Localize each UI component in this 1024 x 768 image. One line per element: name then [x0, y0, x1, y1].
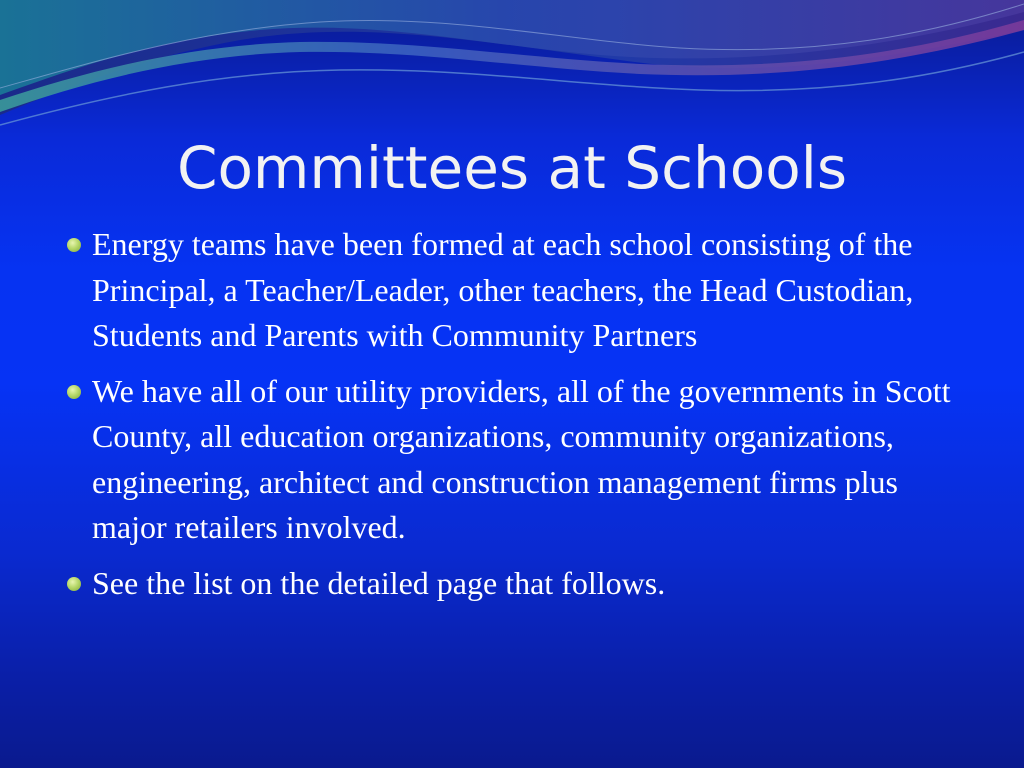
bullet-text: See the list on the detailed page that follows.: [92, 564, 666, 601]
slide-title: Committees at Schools: [176, 134, 848, 202]
bullet-dot-icon: [67, 385, 81, 399]
bullet-dot-icon: [67, 577, 81, 591]
bullet-dot-icon: [67, 238, 81, 252]
decorative-waves: [0, 0, 1024, 140]
bullet-item: [64, 369, 964, 551]
bullet-text: Energy teams have been formed at each school consisting of the Principal, a Teacher/Leader, other teachers, the Head Custodian, Students and Parents with Community Partners: [92, 226, 914, 353]
bullet-item: [64, 222, 964, 359]
bullet-text: We have all of our utility providers, all of the governments in Scott County, all education organizations, community organizations, engineering, architect and construction management firms plus major retailers involved.: [92, 372, 951, 545]
bullet-list: [64, 222, 964, 616]
bullet-item: [64, 561, 964, 607]
